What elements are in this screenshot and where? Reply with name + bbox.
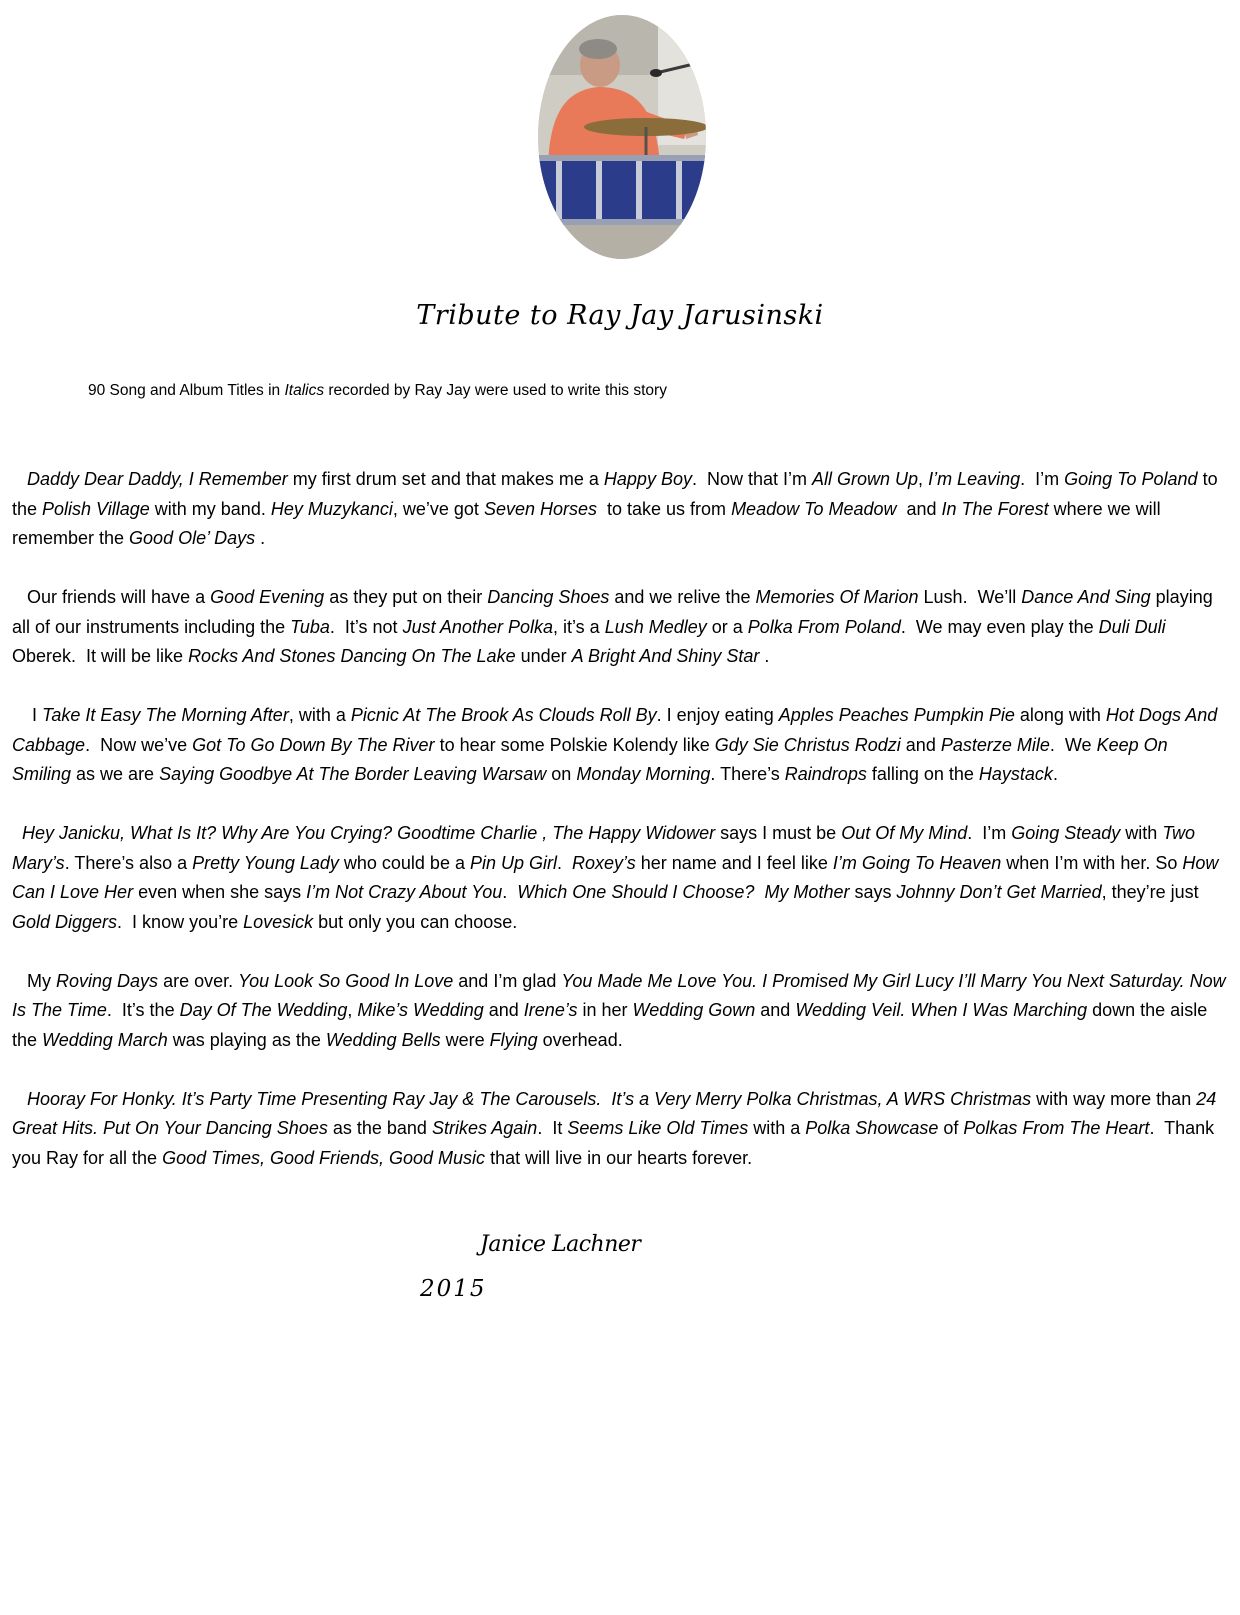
song-title: My Mother xyxy=(764,882,850,902)
story-text: in her xyxy=(577,1000,633,1020)
story-text: along with xyxy=(1014,705,1106,725)
story-text: and xyxy=(483,1000,524,1020)
story-text: , it’s a xyxy=(552,616,605,637)
song-title: Polka Showcase xyxy=(805,1118,939,1138)
song-title: Memories Of Marion xyxy=(755,587,919,607)
song-title: Polka From Poland xyxy=(747,616,901,637)
song-title: Rocks And Stones Dancing On The Lake xyxy=(188,646,516,666)
song-title: Hey Janicku, What Is It? Why Are You Crying? Goodtime Charlie , The Happy Widower xyxy=(22,823,716,843)
song-title: Haystack xyxy=(978,764,1053,784)
song-title: Seven Horses xyxy=(483,498,597,519)
song-title: Dancing Shoes xyxy=(487,587,610,607)
song-title: Two Mary’s xyxy=(12,823,1200,873)
story-text: says I must be xyxy=(715,823,842,843)
song-title: Johnny Don’t Get Married xyxy=(896,882,1102,902)
story-text: , xyxy=(347,1000,358,1020)
story-text: . There’s also a xyxy=(64,852,193,873)
story-paragraph xyxy=(12,967,1231,1056)
story-text: where we will remember the xyxy=(12,498,1166,548)
song-title: Take It Easy The Morning After xyxy=(42,705,289,725)
story-text: down the aisle the xyxy=(12,1000,1213,1050)
song-title: Going To Poland xyxy=(1064,469,1198,489)
story-text: with xyxy=(1120,823,1163,843)
song-title: Duli Duli xyxy=(1098,616,1166,637)
story-text: and xyxy=(900,734,941,755)
story-text: . I enjoy eating xyxy=(656,705,779,725)
song-title: Out Of My Mind xyxy=(841,823,968,843)
story-text: says xyxy=(849,882,897,902)
story-text: and I’m glad xyxy=(453,970,562,991)
song-title: I’m Not Crazy About You xyxy=(306,882,503,902)
story-text: of xyxy=(938,1118,964,1138)
story-text: under xyxy=(515,646,572,666)
story-text: or a xyxy=(706,616,748,637)
subtitle-text-before: 90 Song and Album Titles in xyxy=(88,382,285,399)
song-title: Which One Should I Choose? xyxy=(517,882,755,902)
story-paragraph xyxy=(12,583,1227,672)
story-text: as they put on their xyxy=(324,587,488,607)
song-title: Day Of The Wedding xyxy=(179,1000,348,1020)
song-title: Polkas From The Heart xyxy=(963,1118,1150,1138)
story-paragraph xyxy=(12,819,1227,937)
story-paragraph xyxy=(12,465,1227,554)
song-title: Seems Like Old Times xyxy=(567,1118,749,1138)
story-text: and we relive the xyxy=(609,587,756,607)
song-title: Wedding Gown xyxy=(632,1000,756,1020)
song-title: Monday Morning xyxy=(576,764,711,784)
story-text: Our friends will have a xyxy=(12,587,211,607)
signature-year: 2015 xyxy=(420,1276,487,1302)
song-title: 24 Great Hits. Put On Your Dancing Shoes xyxy=(12,1088,1222,1138)
song-title: Apples Peaches Pumpkin Pie xyxy=(778,705,1015,725)
story-text: with my band. xyxy=(149,498,271,519)
song-title: Saying Goodbye At The Border Leaving Warsaw xyxy=(159,764,547,784)
story-body xyxy=(12,465,1231,1203)
story-text: , we’ve got xyxy=(392,498,484,519)
song-title: Picnic At The Brook As Clouds Roll By xyxy=(350,705,657,725)
story-text: playing all of our instruments including the xyxy=(12,587,1218,637)
story-text: . xyxy=(255,528,266,548)
story-text: my first drum set and that makes me a xyxy=(287,469,604,489)
song-title: Keep On Smiling xyxy=(12,734,1173,784)
story-text: . xyxy=(759,646,770,666)
story-text: . I know you’re xyxy=(117,911,244,932)
song-title: Wedding March xyxy=(42,1029,168,1050)
song-title: Hot Dogs And Cabbage xyxy=(12,705,1223,755)
song-title: Flying xyxy=(489,1029,538,1050)
song-title: Pin Up Girl xyxy=(469,852,557,873)
song-title: Gold Diggers xyxy=(12,911,118,932)
song-title: Mike’s Wedding xyxy=(357,1000,484,1020)
story-text: . I’m xyxy=(967,823,1012,843)
story-text: . We xyxy=(1049,734,1097,755)
song-title: All Grown Up xyxy=(812,469,919,489)
song-title: Gdy Sie Christus Rodzi xyxy=(714,734,901,755)
song-title: Tuba xyxy=(290,616,330,637)
song-title: Irene’s xyxy=(523,1000,578,1020)
story-text: even when she says xyxy=(133,882,307,902)
song-title: You Look So Good In Love xyxy=(238,970,454,991)
song-title: Roving Days xyxy=(56,970,159,991)
story-text: and xyxy=(755,1000,796,1020)
story-text: but only you can choose. xyxy=(313,911,518,932)
story-text: . xyxy=(1052,764,1058,784)
song-title: Wedding Bells xyxy=(325,1029,441,1050)
song-title: Meadow To Meadow xyxy=(731,498,897,519)
story-text: . xyxy=(502,882,518,902)
song-title: Just Another Polka xyxy=(402,616,553,637)
drummer-photo xyxy=(538,15,706,259)
song-title: Lovesick xyxy=(243,911,314,932)
story-text: , with a xyxy=(288,705,351,725)
story-text: as we are xyxy=(71,764,160,784)
story-text: when I’m with her. So xyxy=(1001,852,1183,873)
song-title: Wedding Veil. When I Was Marching xyxy=(795,1000,1088,1020)
song-title: Good Times, Good Friends, Good Music xyxy=(162,1147,486,1168)
story-text: to hear some Polskie Kolendy like xyxy=(434,734,715,755)
story-paragraph xyxy=(12,1085,1227,1174)
song-title: Daddy Dear Daddy, I Remember xyxy=(27,469,288,489)
story-text xyxy=(12,469,27,489)
drummer-portrait-icon xyxy=(538,15,706,259)
song-title: Good Evening xyxy=(210,587,325,607)
song-title: Pasterze Mile xyxy=(940,734,1050,755)
story-text: . It xyxy=(537,1118,568,1138)
story-text: to take us from xyxy=(597,498,732,519)
story-text: . I’m xyxy=(1020,469,1065,489)
song-title: A Bright And Shiny Star xyxy=(571,646,760,666)
song-title: Pretty Young Lady xyxy=(192,852,339,873)
story-text xyxy=(12,1089,27,1109)
song-title: I’m Going To Heaven xyxy=(832,852,1002,873)
subtitle xyxy=(88,382,667,400)
song-title: In The Forest xyxy=(941,498,1049,519)
song-title: Polish Village xyxy=(42,498,150,519)
story-paragraph xyxy=(12,701,1227,790)
song-title: Dance And Sing xyxy=(1021,587,1151,607)
story-text: , they’re just xyxy=(1101,882,1204,902)
story-text: falling on the xyxy=(866,764,979,784)
story-text: were xyxy=(440,1029,490,1050)
story-text: as the band xyxy=(327,1118,432,1138)
story-text: Oberek. It will be like xyxy=(12,616,1171,666)
story-text: that will live in our hearts forever. xyxy=(485,1147,753,1168)
page-title: Tribute to Ray Jay Jarusinski xyxy=(416,300,824,331)
story-text: . Thank you Ray for all the xyxy=(12,1118,1220,1168)
story-text: who could be a xyxy=(338,852,470,873)
story-text: I xyxy=(12,705,43,725)
story-text: are over. xyxy=(158,970,239,991)
story-text: Lush. We’ll xyxy=(918,587,1022,607)
story-text: . It’s not xyxy=(329,616,403,637)
song-title: Hooray For Honky. It’s Party Time Presenting Ray Jay & The Carousels. It’s a Very Merry Polka Christmas, A WRS Christmas xyxy=(27,1088,1032,1109)
story-text: overhead. xyxy=(537,1029,623,1050)
song-title: You Made Me Love You. I Promised My Girl Lucy I’ll Marry You Next Saturday. Now Is The Time xyxy=(12,970,1231,1020)
story-text: My xyxy=(12,970,57,991)
story-text: . It’s the xyxy=(106,1000,180,1020)
author-signature: Janice Lachner xyxy=(480,1232,641,1257)
story-text: . Now that I’m xyxy=(691,469,813,489)
song-title: Going Steady xyxy=(1011,823,1121,843)
song-title: Good Ole’ Days xyxy=(129,528,256,548)
story-text: her name and I feel like xyxy=(635,852,833,873)
song-title: Lush Medley xyxy=(604,616,707,637)
story-text: . Now we’ve xyxy=(85,734,193,755)
story-text xyxy=(754,882,764,902)
song-title: Roxey’s xyxy=(572,852,636,873)
story-text: to the xyxy=(12,469,1223,519)
song-title: Happy Boy xyxy=(603,469,692,489)
story-text: . There’s xyxy=(710,764,785,784)
subtitle-italic-word: Italics xyxy=(284,382,325,399)
story-text xyxy=(12,823,22,843)
song-title: Strikes Again xyxy=(431,1118,538,1138)
song-title: I’m Leaving xyxy=(928,469,1021,489)
story-text: , xyxy=(918,469,929,489)
story-text: with way more than xyxy=(1031,1088,1197,1109)
song-title: Hey Muzykanci xyxy=(270,498,393,519)
story-text: with a xyxy=(748,1118,806,1138)
story-text: . xyxy=(557,852,573,873)
story-text: was playing as the xyxy=(167,1029,326,1050)
song-title: How Can I Love Her xyxy=(12,852,1224,902)
story-text: and xyxy=(896,498,942,519)
story-text: on xyxy=(546,764,577,784)
song-title: Got To Go Down By The River xyxy=(192,734,435,755)
subtitle-text-after: recorded by Ray Jay were used to write this story xyxy=(324,382,667,399)
story-text: . We may even play the xyxy=(900,616,1099,637)
song-title: Raindrops xyxy=(784,764,867,784)
